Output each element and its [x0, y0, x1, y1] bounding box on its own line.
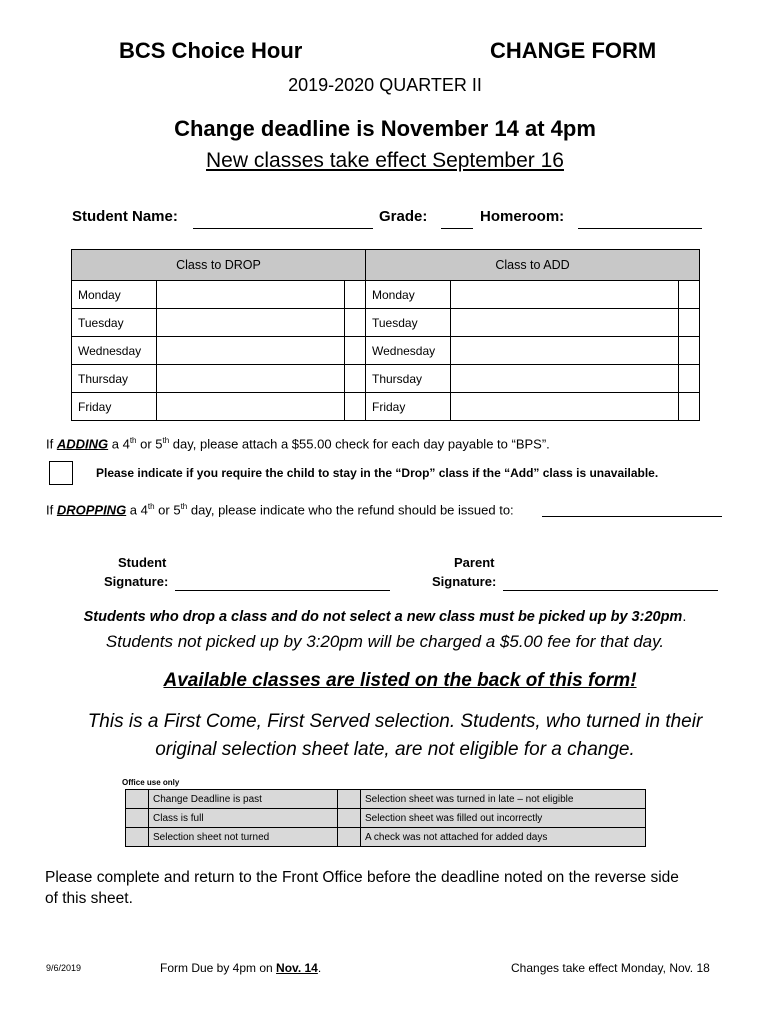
dropping-mid2: or 5 [154, 502, 181, 518]
adding-mid1: a 4 [108, 436, 130, 452]
office-checkbox[interactable] [338, 828, 361, 847]
adding-sup1: th [129, 436, 137, 445]
office-checkbox[interactable] [126, 790, 149, 809]
office-reason: Change Deadline is past [149, 790, 338, 809]
parent-signature-field[interactable] [503, 590, 718, 591]
deadline-heading: Change deadline is November 14 at 4pm [174, 116, 596, 141]
adding-prefix: If [46, 436, 57, 452]
class-check-cell[interactable] [679, 393, 700, 421]
day-label: Monday [366, 281, 451, 309]
footer-due [160, 961, 321, 975]
return-note-line2: of this sheet. [45, 890, 133, 907]
class-check-cell[interactable] [345, 337, 366, 365]
quarter-subtitle: 2019-2020 QUARTER II [288, 75, 482, 95]
form-title-left: BCS Choice Hour [119, 38, 303, 63]
table-row [126, 809, 646, 828]
homeroom-label: Homeroom: [480, 208, 565, 225]
add-class-table [365, 249, 700, 421]
day-label: Wednesday [72, 337, 157, 365]
office-use-label: Office use only [122, 778, 180, 787]
class-name-cell[interactable] [157, 393, 345, 421]
class-check-cell[interactable] [345, 393, 366, 421]
footer-due-prefix: Form Due by 4pm on [160, 961, 277, 975]
class-name-cell[interactable] [451, 337, 679, 365]
dropping-prefix: If [46, 502, 57, 518]
adding-note [46, 436, 550, 451]
office-use-table [125, 789, 646, 847]
grade-field[interactable] [441, 228, 473, 229]
table-row [72, 281, 366, 309]
class-check-cell[interactable] [345, 365, 366, 393]
footer-effect: Changes take effect Monday, Nov. 18 [511, 961, 710, 975]
class-name-cell[interactable] [157, 309, 345, 337]
first-come-line2: original selection sheet late, are not eligible for a change. [155, 739, 635, 760]
parent-signature-label-line1: Parent [454, 555, 495, 570]
office-checkbox[interactable] [338, 790, 361, 809]
class-check-cell[interactable] [345, 309, 366, 337]
day-label: Wednesday [366, 337, 451, 365]
student-signature-label-line2: Signature: [104, 574, 169, 589]
class-check-cell[interactable] [679, 309, 700, 337]
stay-in-drop-label: Please indicate if you require the child to stay in the “Drop” class if the “Add” class is unavailable. [96, 466, 659, 480]
office-checkbox[interactable] [126, 828, 149, 847]
table-row [366, 281, 700, 309]
stay-in-drop-checkbox[interactable] [49, 461, 73, 485]
add-table-header: Class to ADD [366, 250, 700, 281]
office-reason: Selection sheet was turned in late – not eligible [361, 790, 646, 809]
parent-signature-label-line2: Signature: [432, 574, 497, 589]
student-signature-field[interactable] [175, 590, 390, 591]
class-name-cell[interactable] [157, 365, 345, 393]
footer-due-period: . [317, 961, 322, 975]
adding-mid2: or 5 [136, 436, 163, 452]
effect-heading: New classes take effect September 16 [206, 149, 564, 172]
class-name-cell[interactable] [451, 309, 679, 337]
adding-rest: day, please attach a $55.00 check for each day payable to “BPS”. [169, 436, 550, 452]
dropping-note [46, 502, 514, 517]
office-reason: A check was not attached for added days [361, 828, 646, 847]
day-label: Thursday [72, 365, 157, 393]
table-row [72, 365, 366, 393]
table-row [72, 393, 366, 421]
dropping-rest: day, please indicate who the refund should be issued to: [187, 502, 514, 518]
class-check-cell[interactable] [679, 337, 700, 365]
class-name-cell[interactable] [451, 281, 679, 309]
footer-date: 9/6/2019 [46, 963, 82, 973]
class-check-cell[interactable] [345, 281, 366, 309]
table-row [126, 790, 646, 809]
day-label: Friday [366, 393, 451, 421]
table-row [366, 365, 700, 393]
pickup-period: . [682, 609, 687, 625]
return-note-line1: Please complete and return to the Front Office before the deadline noted on the reverse side [45, 869, 679, 886]
day-label: Thursday [366, 365, 451, 393]
office-checkbox[interactable] [126, 809, 149, 828]
day-label: Monday [72, 281, 157, 309]
dropping-mid1: a 4 [126, 502, 148, 518]
class-check-cell[interactable] [679, 365, 700, 393]
table-row [72, 309, 366, 337]
class-check-cell[interactable] [679, 281, 700, 309]
office-checkbox[interactable] [338, 809, 361, 828]
adding-sup2: th [162, 436, 170, 445]
table-row [72, 337, 366, 365]
day-label: Friday [72, 393, 157, 421]
pickup-policy [0, 609, 770, 625]
office-reason: Class is full [149, 809, 338, 828]
class-name-cell[interactable] [157, 281, 345, 309]
student-name-label: Student Name: [72, 208, 178, 225]
student-name-field[interactable] [193, 228, 373, 229]
refund-recipient-field[interactable] [542, 516, 722, 517]
form-title-right: CHANGE FORM [490, 38, 657, 63]
drop-table-header: Class to DROP [72, 250, 366, 281]
table-row [126, 828, 646, 847]
class-name-cell[interactable] [451, 393, 679, 421]
table-row [366, 337, 700, 365]
dropping-word: DROPPING [56, 502, 127, 518]
fee-policy: Students not picked up by 3:20pm will be charged a $5.00 fee for that day. [105, 632, 665, 651]
office-reason: Selection sheet not turned [149, 828, 338, 847]
table-row [366, 309, 700, 337]
table-row [366, 393, 700, 421]
class-name-cell[interactable] [451, 365, 679, 393]
office-reason: Selection sheet was filled out incorrectly [361, 809, 646, 828]
dropping-sup2: th [180, 502, 188, 511]
day-label: Tuesday [366, 309, 451, 337]
first-come-line1: This is a First Come, First Served selection. Students, who turned in their [87, 711, 703, 732]
drop-class-table [71, 249, 366, 421]
student-signature-label-line1: Student [118, 555, 167, 570]
pickup-text: Students who drop a class and do not select a new class must be picked up by 3:20pm [83, 609, 683, 625]
footer-due-date: Nov. 14 [276, 961, 318, 975]
dropping-sup1: th [147, 502, 155, 511]
grade-label: Grade: [379, 208, 428, 225]
available-classes-note: Available classes are listed on the back of this form! [163, 670, 637, 691]
homeroom-field[interactable] [578, 228, 702, 229]
class-name-cell[interactable] [157, 337, 345, 365]
adding-word: ADDING [56, 436, 109, 452]
day-label: Tuesday [72, 309, 157, 337]
